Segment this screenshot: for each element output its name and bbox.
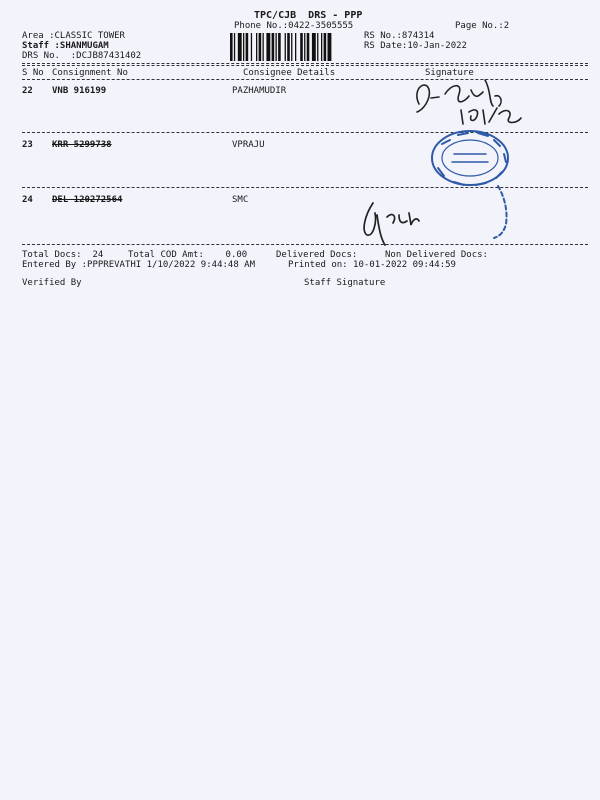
row-24-consignee: SMC (232, 195, 249, 205)
row-23-consignee: VPRAJU (232, 140, 265, 150)
area-label: Area :CLASSIC TOWER (22, 31, 125, 41)
row-divider-2 (22, 187, 588, 188)
column-header-sno: S No (22, 68, 44, 78)
document-title: TPC/CJB DRS - PPP (254, 10, 363, 21)
entered-by: Entered By :PPPREVATHI 1/10/2022 9:44:48 AM (22, 260, 255, 270)
stamp-edge-marks (490, 180, 530, 240)
row-23-sno: 23 (22, 140, 33, 150)
drs-number: DRS No. :DCJB87431402 (22, 51, 142, 61)
row-24-sno: 24 (22, 195, 33, 205)
header-divider-top (22, 63, 588, 64)
column-header-consignee: Consignee Details (243, 68, 336, 78)
delivered-docs: Delivered Docs: (276, 250, 358, 260)
row-23-consignment: KRR 5299738 (52, 140, 112, 150)
row-24-consignment: DEL 120272564 (52, 195, 123, 205)
rs-number: RS No.:874314 (364, 31, 435, 41)
printed-on: Printed on: 10-01-2022 09:44:59 (288, 260, 456, 270)
row-22-consignee: PAZHAMUDIR (232, 86, 287, 96)
column-header-signature: Signature (425, 68, 474, 78)
staff-label: Staff :SHANMUGAM (22, 41, 109, 51)
page-number: Page No.:2 (455, 21, 510, 31)
handwritten-signature-row-22 (405, 72, 535, 132)
column-header-consignment: Consignment No (52, 68, 128, 78)
handwritten-signature-row-24 (355, 195, 435, 250)
phone-number: Phone No.:0422-3505555 (234, 21, 354, 31)
row-22-sno: 22 (22, 86, 33, 96)
non-delivered-docs: Non Delivered Docs: (385, 250, 488, 260)
total-docs: Total Docs: 24 (22, 250, 104, 260)
header-divider-top-2 (22, 65, 588, 66)
total-cod-amount: Total COD Amt: 0.00 (128, 250, 248, 260)
verified-by-label: Verified By (22, 278, 82, 288)
staff-signature-label: Staff Signature (304, 278, 386, 288)
rs-date: RS Date:10-Jan-2022 (364, 41, 467, 51)
barcode-image (230, 33, 354, 61)
row-22-consignment: VNB 916199 (52, 86, 107, 96)
footer-divider (22, 244, 588, 245)
